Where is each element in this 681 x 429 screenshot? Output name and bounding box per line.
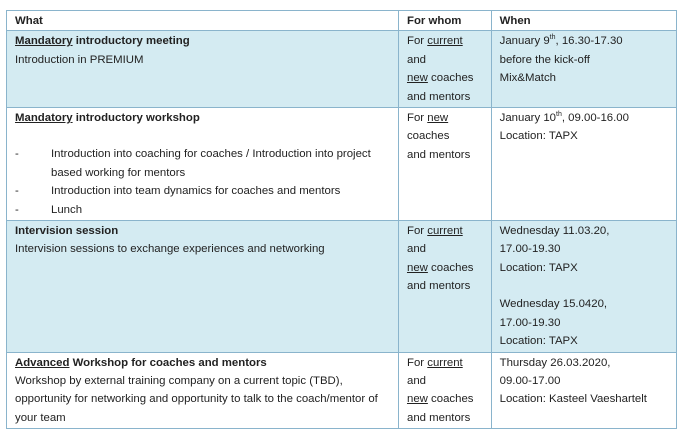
list-item: - Introduction into team dynamics for coaches and mentors [15,185,341,198]
header-when: When [491,11,676,31]
when-cell: Wednesday 11.03.20, 17.00-19.30 Location: TAPX Wednesday 15.0420, 17.00-19.30 Location: TAPX [491,221,676,352]
list-item: - Introduction into coaching for coaches / Introduction into project based working for mentors [15,148,371,179]
row-description: Introduction in PREMIUM [15,53,144,66]
what-cell [7,352,399,429]
for-whom-cell: For current and new coaches and mentors [398,221,491,352]
header-for-whom: For whom [398,11,491,31]
list-item: - Lunch [15,203,83,216]
table-row [7,108,677,221]
table-row [7,221,677,352]
row-title: Advanced Workshop for coaches and mentors [15,356,267,369]
for-whom-cell: For current and new coaches and mentors [398,31,491,108]
row-title: Mandatory introductory meeting [15,35,190,48]
for-whom-cell: For new coaches and mentors [398,108,491,221]
schedule-table [6,10,677,429]
row-title: Intervision session [15,225,119,238]
row-description: Workshop by external training company on a current topic (TBD), opportunity for networking and opportunity to talk to the coach/mentor of your team [15,374,378,424]
header-what: What [7,11,399,31]
when-cell: January 10th, 09.00-16.00 Location: TAPX [491,108,676,221]
header-row [7,11,677,31]
what-cell [7,108,399,221]
for-whom-cell: For current and new coaches and mentors [398,352,491,429]
what-cell [7,31,399,108]
table-row [7,352,677,429]
when-cell: Thursday 26.03.2020, 09.00-17.00 Location: Kasteel Vaeshartelt [491,352,676,429]
what-cell [7,221,399,352]
table-row [7,31,677,108]
when-cell: January 9th, 16.30-17.30 before the kick-off Mix&Match [491,31,676,108]
row-description: Intervision sessions to exchange experiences and networking [15,243,325,256]
row-title: Mandatory introductory workshop [15,112,200,125]
